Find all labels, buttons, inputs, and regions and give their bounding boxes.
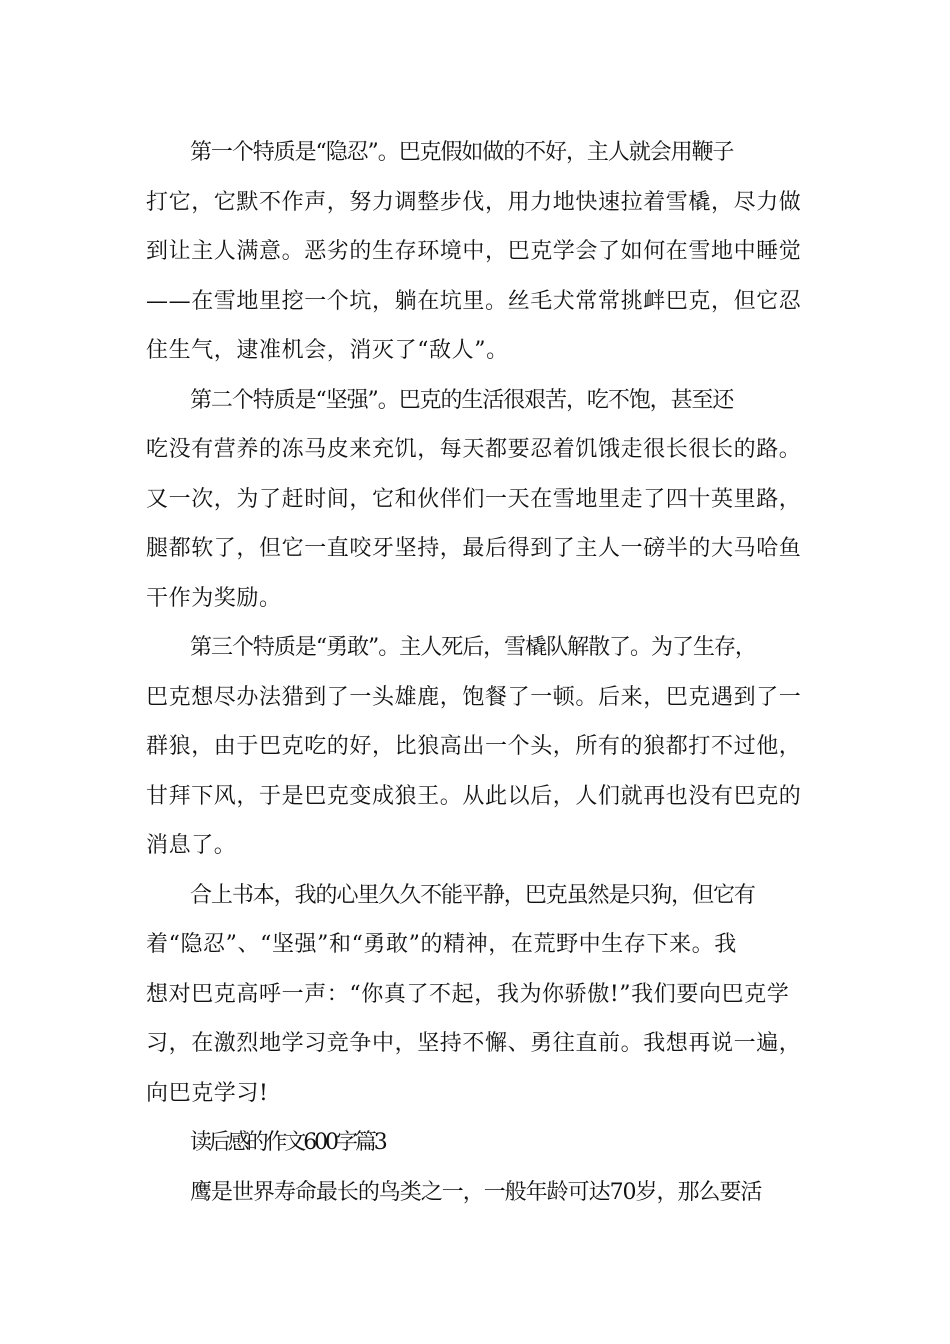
heading-text: 读后感的作文600字篇3 xyxy=(190,1130,385,1155)
text-line: 第三个特质是“勇敢”。主人死后，雪橇队解散了。为了生存， xyxy=(190,635,756,660)
paragraph-trait-courage xyxy=(146,623,822,871)
text-line: 鹰是世界寿命最长的鸟类之一，一般年龄可达70岁，那么要活 xyxy=(190,1179,762,1205)
text-line: 干作为奖励。 xyxy=(146,585,282,611)
paragraph-trait-patience xyxy=(146,128,822,376)
text-line: ——在雪地里挖一个坑，躺在坑里。丝毛犬常常挑衅巴克，但它忍 xyxy=(146,288,802,314)
text-line: 习，在激烈地学习竞争中，坚持不懈、勇往直前。我想再说一遍， xyxy=(146,1031,802,1056)
text-line: 向巴克学习! xyxy=(146,1080,269,1106)
document-body xyxy=(146,128,822,1217)
text-line: 第二个特质是“坚强”。巴克的生活很艰苦，吃不饱，甚至还 xyxy=(190,387,734,413)
text-line: 想对巴克高呼一声：“你真了不起，我为你骄傲!”我们要向巴克学 xyxy=(146,981,790,1007)
text-line: 巴克想尽办法猎到了一头雄鹿，饱餐了一顿。后来，巴克遇到了一 xyxy=(146,684,802,710)
paragraph-conclusion xyxy=(146,871,822,1119)
text-line: 群狼，由于巴克吃的好，比狼高出一个头，所有的狼都打不过他， xyxy=(146,734,802,759)
text-line: 甘拜下风，于是巴克变成狼王。从此以后，人们就再也没有巴克的 xyxy=(146,783,802,809)
text-line: 住生气，逮准机会，消灭了“敌人”。 xyxy=(146,338,509,363)
text-line: 腿都软了，但它一直咬牙坚持，最后得到了主人一磅半的大马哈鱼 xyxy=(146,536,802,561)
text-line: 又一次，为了赶时间，它和伙伴们一天在雪地里走了四十英里路， xyxy=(146,486,802,512)
text-line: 到让主人满意。恶劣的生存环境中，巴克学会了如何在雪地中睡觉 xyxy=(146,239,802,264)
text-line: 打它，它默不作声，努力调整步伐，用力地快速拉着雪橇，尽力做 xyxy=(146,189,802,215)
section-heading xyxy=(146,1118,822,1168)
text-line: 着“隐忍”、“坚强”和“勇敢”的精神，在荒野中生存下来。我 xyxy=(146,932,737,957)
paragraph-trait-strength xyxy=(146,376,822,624)
text-line: 合上书本，我的心里久久不能平静，巴克虽然是只狗，但它有 xyxy=(190,882,755,908)
paragraph-eagle-intro xyxy=(146,1168,822,1218)
text-line: 消息了。 xyxy=(146,833,237,858)
text-line: 第一个特质是“隐忍”。巴克假如做的不好，主人就会用鞭子 xyxy=(190,140,734,165)
text-line: 吃没有营养的冻马皮来充饥，每天都要忍着饥饿走很长很长的路。 xyxy=(146,437,802,462)
